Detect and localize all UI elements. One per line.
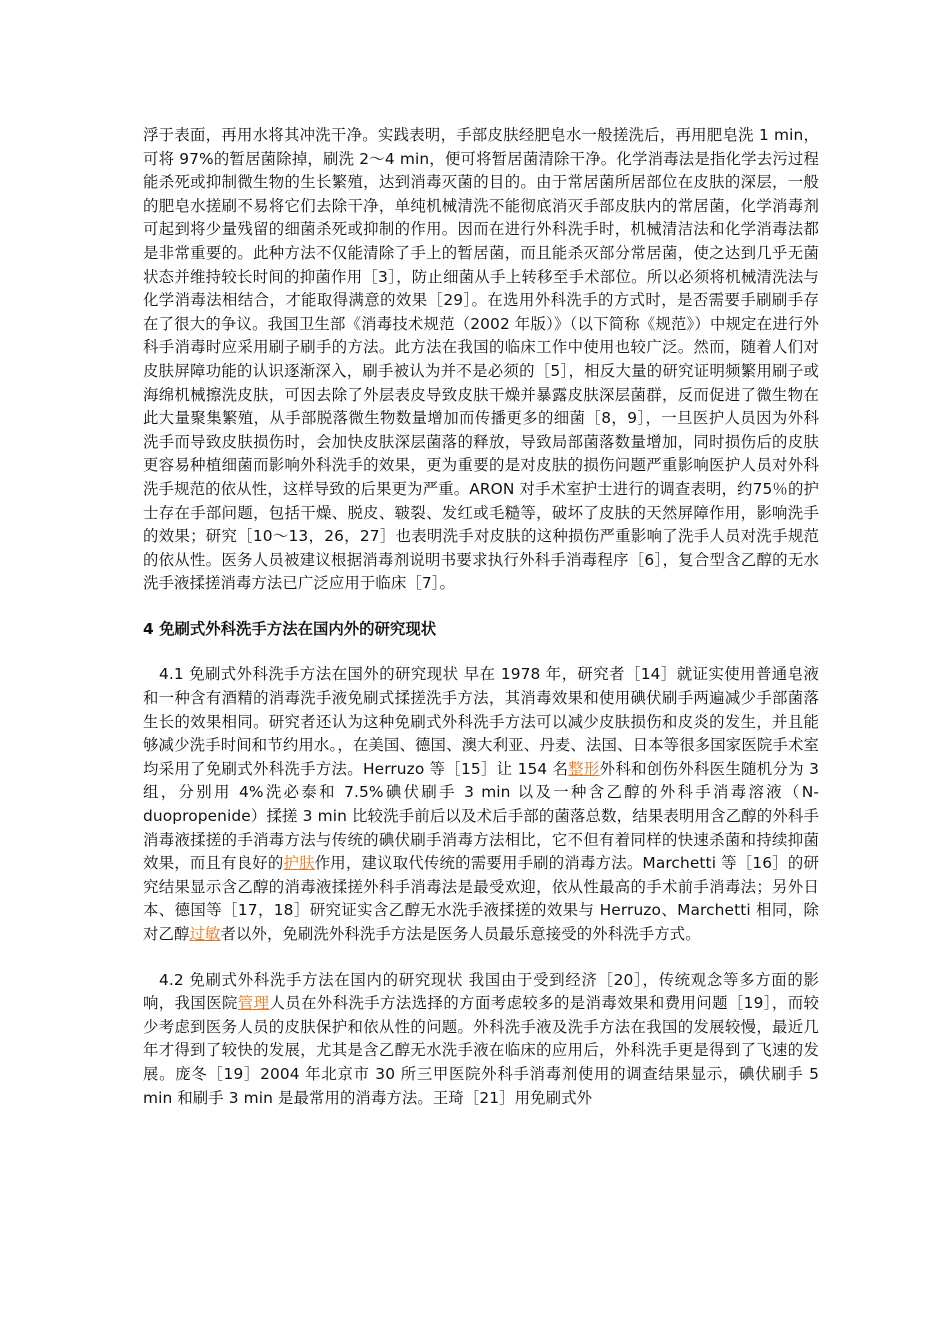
paragraph-text: 4.1 免刷式外科洗手方法在国外的研究现状 早在 1978 年，研究者［14］就证实使用普通皂液和一种含有酒精的消毒洗手液免刷式揉搓洗手方法，其消毒效果和使用碘伏刷手两遍减少手部菌落生长的效果相同。研究者还认为这种免刷式外科洗手方法可以减少皮肤损伤和皮炎的发生，并且能够减少洗手时间和节约用水。，在美国、德国、澳大利亚、丹麦、法国、日本等很多国家医院手术室均采用了免刷式外科洗手方法。Herruzo 等［15］让 154 名: [143, 665, 819, 778]
body-paragraph-1: [143, 124, 819, 596]
link-plastic-surgery[interactable]: 整形: [568, 759, 600, 778]
spacer: [143, 641, 819, 663]
paragraph-text: 4.2 免刷式外科洗手方法在国内的研究现状 我国由于受到经济［20］，传统观念等多方面的影响，我国医院: [143, 970, 819, 1013]
document-page: [143, 124, 819, 1110]
spacer: [143, 947, 819, 969]
link-allergy[interactable]: 过敏: [189, 925, 221, 943]
section-4-2-paragraph: [143, 969, 819, 1111]
paragraph-text: 人员在外科洗手方法选择的方面考虑较多的是消毒效果和费用问题［19］，而较少考虑到医务人员的皮肤保护和依从性的问题。外科洗手液及洗手方法在我国的发展较慢，最近几年才得到了较快的发展，尤其是含乙醇无水洗手液在临床的应用后，外科洗手更是得到了飞速的发展。庞冬［19］2004 年北京市 30 所三甲医院外科手消毒剂使用的调查结果显示，碘伏刷手 5 min 和刷手 3 min 是最常用的消毒方法。王琦［21］用免刷式外: [143, 994, 819, 1107]
spacer: [143, 596, 819, 618]
link-skin-care[interactable]: 护肤: [283, 854, 315, 873]
paragraph-text: 浮于表面，再用水将其冲洗干净。实践表明，手部皮肤经肥皂水一般搓洗后，再用肥皂洗 1 min，可将 97%的暂居菌除掉，刷洗 2～4 min，便可将暂居菌清除干净。化学消毒法是指化学去污过程能杀死或抑制微生物的生长繁殖，达到消毒灭菌的目的。由于常居菌所居部位在皮肤的深层，一般的肥皂水搓刷不易将它们去除干净，单纯机械清洗不能彻底消灭手部皮肤内的常居菌，化学消毒剂可起到将少量残留的细菌杀死或抑制的作用。因而在进行外科洗手时，机械清洁法和化学消毒法都是非常重要的。此种方法不仅能清除了手上的暂居菌，而且能杀灭部分常居菌，使之达到几乎无菌状态并维持较长时间的抑菌作用［3］，防止细菌从手上转移至手术部位。所以必须将机械清洗法与化学消毒法相结合，才能取得满意的效果［29］。在选用外科洗手的方式时，是否需要手刷刷手存在了很大的争议。我国卫生部《消毒技术规范（2002 年版）》（以下简称《规范》）中规定在进行外科手消毒时应采用刷子刷手的方法。此方法在我国的临床工作中使用也较广泛。然而，随着人们对皮肤屏障功能的认识逐渐深入，刷手被认为并不是必须的［5］，相反大量的研究证明频繁用刷子或海绵机械擦洗皮肤，可因去除了外层表皮导致皮肤干燥并暴露皮肤深层菌群，反而促进了微生物在此大量聚集繁殖，从手部脱落微生物数量增加而传播更多的细菌［8，9］，一旦医护人员因为外科洗手而导致皮肤损伤时，会加快皮肤深层菌落的释放，导致局部菌落数量增加，同时损伤后的皮肤更容易种植细菌而影响外科洗手的效果，更为重要的是对皮肤的损伤问题严重影响医护人员对外科洗手规范的依从性，这样导致的后果更为严重。ARON 对手术室护士进行的调查表明，约75％的护士存在手部问题，包括干燥、脱皮、皲裂、发红或毛糙等，破坏了皮肤的天然屏障作用，影响洗手的效果；研究［10～13，26，27］也表明洗手对皮肤的这种损伤严重影响了洗手人员对洗手规范的依从性。医务人员被建议根据消毒剂说明书要求执行外科手消毒程序［6］，复合型含乙醇的无水洗手液揉搓消毒方法已广泛应用于临床［7］。: [143, 126, 819, 593]
paragraph-text: 外科和创伤外科医生随机分为 3 组，分别用 4%洗必泰和 7.5%碘伏刷手 3 min 以及一种含乙醇的外科手消毒溶液（N-duopropenide）揉搓 3 min 比较洗手前后以及术后手部的菌落总数，结果表明用含乙醇的外科手消毒液揉搓的手消毒方法与传统的碘伏刷手消毒方法相比，它不但有着同样的快速杀菌和持续抑菌效果，而且有良好的: [143, 759, 820, 873]
paragraph-text: 作用，建议取代传统的需要用手刷的消毒方法。Marchetti 等［16］的研究结果显示含乙醇的消毒液揉搓外科手消毒法是最受欢迎，依从性最高的手术前手消毒法；另外日本、德国等［17，18］研究证实含乙醇无水洗手液揉搓的效果与 Herruzo、Marchetti 相同，除对乙醇: [143, 854, 819, 943]
paragraph-text: 者以外，免刷洗外科洗手方法是医务人员最乐意接受的外科洗手方式。: [220, 925, 701, 943]
section-heading-4: 4 免刷式外科洗手方法在国内外的研究现状: [143, 619, 437, 638]
link-management[interactable]: 管理: [237, 994, 270, 1013]
section-4-1-paragraph: [143, 663, 819, 946]
